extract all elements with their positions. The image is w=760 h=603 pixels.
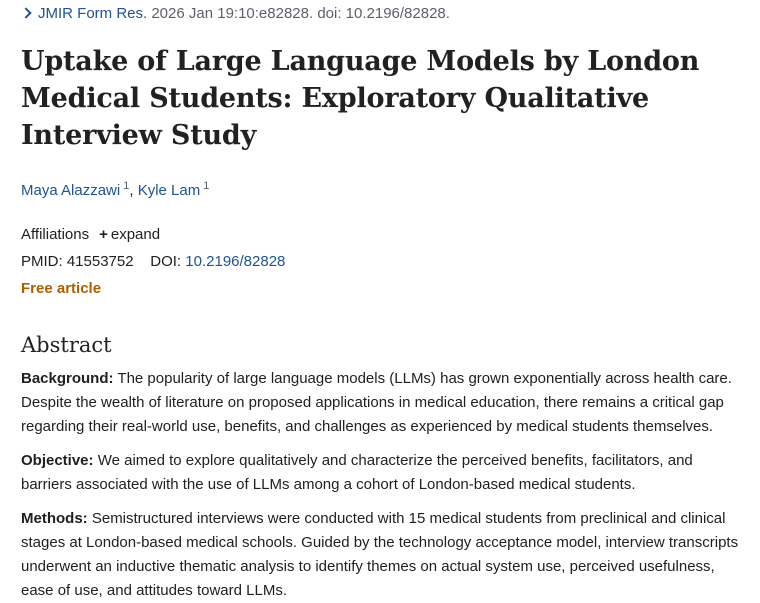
expand-toggle[interactable]: expand — [110, 226, 161, 243]
article-page — [0, 4, 760, 599]
author-list — [21, 176, 739, 201]
plus-icon[interactable]: + — [99, 226, 108, 243]
affiliation-marker[interactable]: 1 — [123, 180, 130, 192]
abstract-paragraph — [21, 507, 739, 603]
abstract-paragraph — [21, 449, 739, 497]
pmid-label: PMID: — [21, 253, 63, 270]
pmid-value: 41553752 — [66, 253, 134, 270]
abstract-section-text: We aimed to explore qualitatively and characterize the perceived benefits, facilitators, and barriers associated with the use of LLMs among a cohort of London-based medical students. — [21, 452, 693, 493]
citation-details: 2026 Jan 19:10:e82828. doi: 10.2196/82828. — [147, 5, 450, 22]
journal-link[interactable]: JMIR Form Res. — [38, 5, 148, 22]
affiliations-row[interactable] — [21, 221, 739, 248]
identifiers-row — [21, 248, 739, 275]
doi-link[interactable]: 10.2196/82828 — [185, 253, 286, 270]
abstract-section-label: Methods: — [21, 510, 88, 527]
free-article-badge: Free article — [21, 280, 102, 297]
author-link[interactable]: Kyle Lam — [137, 182, 201, 199]
abstract-section-text: The popularity of large language models (LLMs) has grown exponentially across health care. Despite the wealth of literature on proposed applications in medical education, there remains a critical gap regarding their real-world use, benefits, and challenges as experienced by medical students themselves. — [21, 370, 732, 435]
author-link[interactable]: Maya Alazzawi — [21, 182, 121, 199]
affiliations-label: Affiliations — [21, 226, 90, 243]
abstract-body — [21, 367, 739, 603]
abstract-section-label: Objective: — [21, 452, 94, 469]
article-title: Uptake of Large Language Models by London Medical Students: Exploratory Qualitative Interview Study — [21, 46, 700, 151]
abstract-section-text: Semistructured interviews were conducted with 15 medical students from preclinical and clinical stages at London-based medical schools. Guided by the technology acceptance model, interview transcripts underwent an inductive thematic analysis to identify themes on actual system use, perceived usefulness, ease of use, and attitudes toward LLMs. — [21, 510, 739, 599]
author-separator: , — [129, 182, 138, 199]
abstract-section-label: Background: — [21, 370, 114, 387]
citation-line — [21, 4, 739, 24]
abstract-heading: Abstract — [21, 333, 112, 357]
doi-label: DOI: — [150, 253, 182, 270]
article-meta — [21, 221, 739, 302]
affiliation-marker[interactable]: 1 — [203, 180, 210, 192]
chevron-right-icon[interactable] — [20, 7, 31, 18]
abstract-paragraph — [21, 367, 739, 439]
